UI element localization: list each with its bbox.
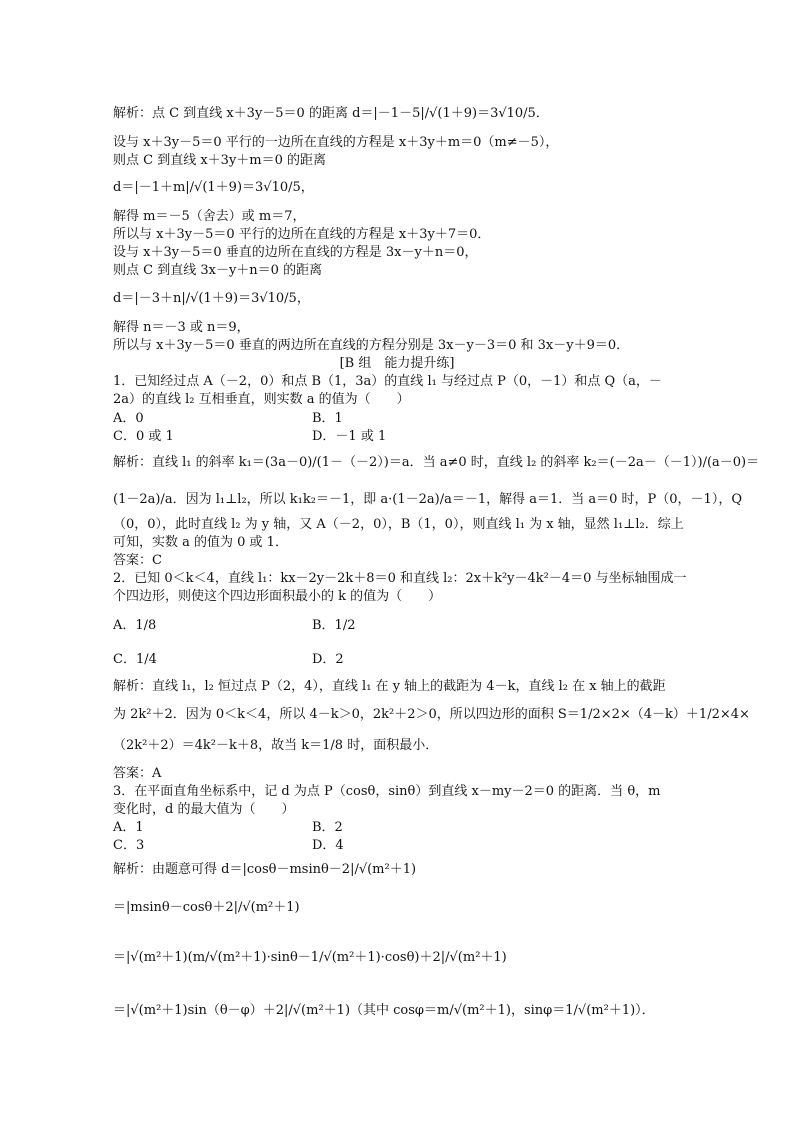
solution-line: 所以与 x＋3y－5＝0 垂直的两边所在直线的方程分别是 3x－y－3＝0 和 3x－y＋9＝0． xyxy=(113,338,630,353)
question-2-option-b: B．1/2 xyxy=(312,618,356,633)
solution-line: d＝|－3＋n|/√(1＋9)＝3√10/5， xyxy=(113,291,310,306)
question-1-stem: 2a）的直线 l₂ 互相垂直，则实数 a 的值为（ ） xyxy=(113,392,410,407)
question-3-stem: 3．在平面直角坐标系中，记 d 为点 P（cosθ，sinθ）到直线 x－my－2＝0 的距离．当 θ，m xyxy=(113,784,661,799)
question-2-stem: 个四边形，则使这个四边形面积最小的 k 的值为（ ） xyxy=(113,589,442,604)
solution-line: 解得 n＝－3 或 n＝9， xyxy=(113,320,250,335)
question-3-option-d: D．4 xyxy=(312,838,344,853)
question-3-option-c: C．3 xyxy=(113,838,145,853)
question-3-solution: 解析：由题意可得 d＝|cosθ－msinθ－2|/√(m²＋1) xyxy=(113,862,417,877)
question-1-solution: 可知，实数 a 的值为 0 或 1． xyxy=(113,535,288,550)
question-3-solution: ＝|√(m²＋1)(m/√(m²＋1)·sinθ－1/√(m²＋1)·cosθ)＋2|/√(m²＋1) xyxy=(113,950,507,965)
solution-line: 设与 x＋3y－5＝0 平行的一边所在直线的方程是 x＋3y＋m＝0（m≠－5）， xyxy=(113,135,559,150)
question-2-solution: 为 2k²＋2．因为 0＜k＜4，所以 4－k＞0，2k²＋2＞0，所以四边形的面积 S＝1/2×2×（4－k）＋1/2×4× xyxy=(113,707,750,722)
question-1-option-b: B．1 xyxy=(312,411,343,426)
solution-line: 所以与 x＋3y－5＝0 平行的边所在直线的方程是 x＋3y＋7＝0． xyxy=(113,227,491,242)
solution-line: 则点 C 到直线 x＋3y＋m＝0 的距离 xyxy=(113,153,327,168)
question-1-option-c: C．0 或 1 xyxy=(113,429,174,444)
question-1-option-a: A．0 xyxy=(113,411,144,426)
question-3-solution: ＝|msinθ－cosθ＋2|/√(m²＋1) xyxy=(113,900,300,915)
question-1-stem: 1．已知经过点 A（－2，0）和点 B（1，3a）的直线 l₁ 与经过点 P（0，－1）和点 Q（a，－ xyxy=(113,374,662,389)
question-1-solution: 解析：直线 l₁ 的斜率 k₁＝(3a－0)/(1－（－2）)＝a．当 a≠0 时，直线 l₂ 的斜率 k₂＝(－2a－（－1）)/(a－0)＝ xyxy=(113,455,760,470)
solution-line: d＝|－1＋m|/√(1＋9)＝3√10/5， xyxy=(113,180,314,195)
solution-line: 设与 x＋3y－5＝0 垂直的边所在直线的方程是 3x－y＋n＝0， xyxy=(113,245,478,260)
question-2-option-a: A．1/8 xyxy=(113,618,157,633)
question-2-solution: 解析：直线 l₁，l₂ 恒过点 P（2，4），直线 l₁ 在 y 轴上的截距为 4－k，直线 l₂ 在 x 轴上的截距 xyxy=(113,679,666,694)
question-2-answer: 答案：A xyxy=(113,766,162,781)
question-1-answer: 答案：C xyxy=(113,553,162,568)
solution-line: 则点 C 到直线 3x－y＋n＝0 的距离 xyxy=(113,263,323,278)
question-1-solution: (1－2a)/a．因为 l₁⊥l₂，所以 k₁k₂＝－1，即 a·(1－2a)/a＝－1，解得 a＝1．当 a＝0 时，P（0，－1），Q xyxy=(113,492,742,507)
solution-line: 解得 m＝－5（舍去）或 m＝7， xyxy=(113,209,306,224)
question-3-stem: 变化时，d 的最大值为（ ） xyxy=(113,802,295,817)
question-1-option-d: D．－1 或 1 xyxy=(312,429,387,444)
solution-line: 解析：点 C 到直线 x＋3y－5＝0 的距离 d＝|－1－5|/√(1＋9)＝3√10/5． xyxy=(113,106,549,121)
question-2-option-d: D．2 xyxy=(312,652,344,667)
question-2-stem: 2．已知 0＜k＜4，直线 l₁：kx－2y－2k＋8＝0 和直线 l₂：2x＋k²y－4k²－4＝0 与坐标轴围成一 xyxy=(113,571,687,586)
question-1-solution: （0，0），此时直线 l₂ 为 y 轴，又 A（－2，0），B（1，0），则直线 l₁ 为 x 轴，显然 l₁⊥l₂．综上 xyxy=(113,517,684,532)
question-3-option-a: A．1 xyxy=(113,820,144,835)
question-3-solution: ＝|√(m²＋1)sin（θ－φ）＋2|/√(m²＋1)（其中 cosφ＝m/√(m²＋1)，sinφ＝1/√(m²＋1)）． xyxy=(113,1003,655,1018)
question-2-option-c: C．1/4 xyxy=(113,652,157,667)
question-2-solution: （2k²＋2）＝4k²－k＋8，故当 k＝1/8 时，面积最小． xyxy=(113,738,439,753)
question-3-option-b: B．2 xyxy=(312,820,343,835)
section-title: [B 组 能力提升练] xyxy=(339,356,455,371)
